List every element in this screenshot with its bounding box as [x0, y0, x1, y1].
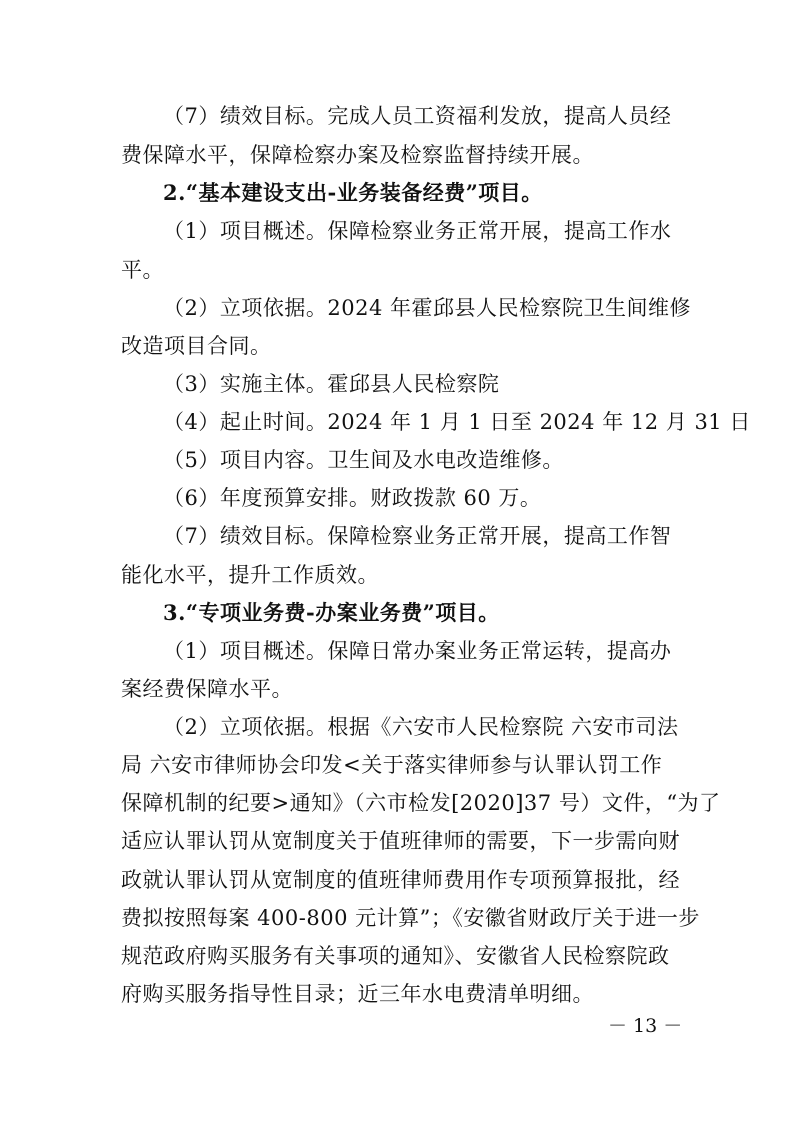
paragraph-line: 府购买服务指导性目录；近三年水电费清单明细。: [121, 982, 594, 1006]
paragraph-line: 适应认罪认罚从宽制度关于值班律师的需要，下一步需向财: [121, 829, 680, 853]
paragraph-line: 费拟按照每案 400-800 元计算”；《安徽省财政厅关于进一步: [121, 906, 700, 930]
section-heading: 3.“专项业务费-办案业务费”项目。: [163, 600, 500, 625]
paragraph-line: （1）项目概述。保障日常办案业务正常运转，提高办: [163, 639, 672, 663]
paragraph-line: （4）起止时间。2024 年 1 月 1 日至 2024 年 12 月 31 日: [163, 410, 751, 434]
page-number: － 13 －: [608, 1015, 683, 1037]
paragraph-line: 费保障水平，保障检察办案及检察监督持续开展。: [121, 143, 594, 167]
paragraph-line: （2）立项依据。根据《六安市人民检察院 六安市司法: [163, 715, 679, 739]
paragraph-line: 保障机制的纪要>通知》（六市检发[2020]37 号）文件，“为了: [121, 791, 721, 815]
paragraph-line: 能化水平，提升工作质效。: [121, 563, 379, 587]
section-heading: 2.“基本建设支出-业务装备经费”项目。: [163, 180, 543, 205]
paragraph-line: （7）绩效目标。保障检察业务正常开展，提高工作智: [163, 524, 672, 548]
paragraph-line: （7）绩效目标。完成人员工资福利发放，提高人员经: [163, 104, 672, 128]
paragraph-line: 政就认罪认罚从宽制度的值班律师费用作专项预算报批，经: [121, 868, 680, 892]
paragraph-line: （1）项目概述。保障检察业务正常开展，提高工作水: [163, 219, 672, 243]
paragraph-line: 平。: [121, 258, 164, 282]
paragraph-line: （6）年度预算安排。财政拨款 60 万。: [163, 486, 542, 510]
paragraph-line: （2）立项依据。2024 年霍邱县人民检察院卫生间维修: [163, 296, 691, 320]
paragraph-line: 案经费保障水平。: [121, 677, 293, 701]
paragraph-line: 规范政府购买服务有关事项的通知》、安徽省人民检察院政: [121, 944, 670, 968]
paragraph-line: 改造项目合同。: [121, 334, 272, 358]
paragraph-line: 局 六安市律师协会印发<关于落实律师参与认罪认罚工作: [121, 753, 663, 777]
paragraph-line: （3）实施主体。霍邱县人民检察院: [163, 372, 500, 396]
paragraph-line: （5）项目内容。卫生间及水电改造维修。: [163, 448, 564, 472]
